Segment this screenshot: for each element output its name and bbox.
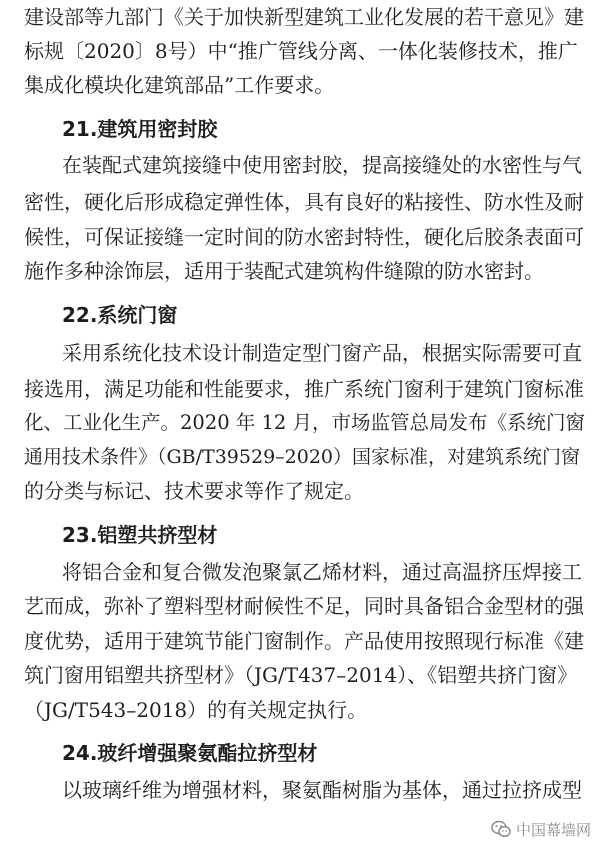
section-heading: 21.建筑用密封胶 bbox=[62, 117, 218, 141]
watermark bbox=[491, 817, 591, 841]
paragraph-line: 以玻璃纤维为增强材料，聚氨酯树脂为基体，通过拉挤成型 bbox=[62, 778, 582, 802]
paragraph-line: （JG/T543–2018）的有关规定执行。 bbox=[24, 698, 368, 722]
paragraph-line: 筑门窗用铝塑共挤型材》（JG/T437–2014）、《铝塑共挤门窗》 bbox=[24, 663, 578, 687]
section-heading: 24.玻纤增强聚氨酯拉挤型材 bbox=[62, 741, 318, 765]
section-heading: 22.系统门窗 bbox=[62, 303, 178, 327]
paragraph-line: 密性，硬化后形成稳定弹性体，具有良好的粘接性、防水性及耐 bbox=[24, 190, 584, 214]
paragraph-line: 建设部等九部门《关于加快新型建筑工业化发展的若干意见》建 bbox=[24, 5, 584, 29]
paragraph-line: 通用技术条件》（GB/T39529–2020）国家标准，对建筑系统门窗 bbox=[24, 446, 581, 468]
section-heading: 23.铝塑共挤型材 bbox=[62, 523, 218, 547]
paragraph-line: 在装配式建筑接缝中使用密封胶，提高接缝处的水密性与气 bbox=[62, 153, 582, 177]
watermark-text: 中国幕墙网 bbox=[515, 820, 591, 839]
paragraph-line: 艺而成，弥补了塑料型材耐候性不足，同时具备铝合金型材的强 bbox=[24, 594, 584, 618]
paragraph-line: 的分类与标记、技术要求等作了规定。 bbox=[24, 479, 364, 503]
paragraph-line: 化、工业化生产。2020 年 12 月，市场监管总局发布《系统门窗 bbox=[24, 411, 586, 434]
wechat-icon bbox=[491, 820, 511, 838]
paragraph-line: 度优势，适用于建筑节能门窗制作。产品使用按照现行标准《建 bbox=[24, 629, 584, 653]
paragraph-line: 候性，可保证接缝一定时间的防水密封特性，硬化后胶条表面可 bbox=[24, 225, 584, 249]
paragraph-line: 采用系统化技术设计制造定型门窗产品，根据实际需要可直 bbox=[62, 341, 582, 365]
paragraph-line: 接选用，满足功能和性能要求，推广系统门窗利于建筑门窗标准 bbox=[24, 377, 584, 401]
paragraph-line: 标规〔2020〕8号）中“推广管线分离、一体化装修技术，推广 bbox=[24, 39, 578, 63]
paragraph-line: 将铝合金和复合微发泡聚氯乙烯材料，通过高温挤压焊接工 bbox=[62, 560, 582, 584]
paragraph-line: 集成化模块化建筑部品”工作要求。 bbox=[24, 73, 335, 97]
paragraph-line: 施作多种涂饰层，适用于装配式建筑构件缝隙的防水密封。 bbox=[24, 259, 544, 283]
